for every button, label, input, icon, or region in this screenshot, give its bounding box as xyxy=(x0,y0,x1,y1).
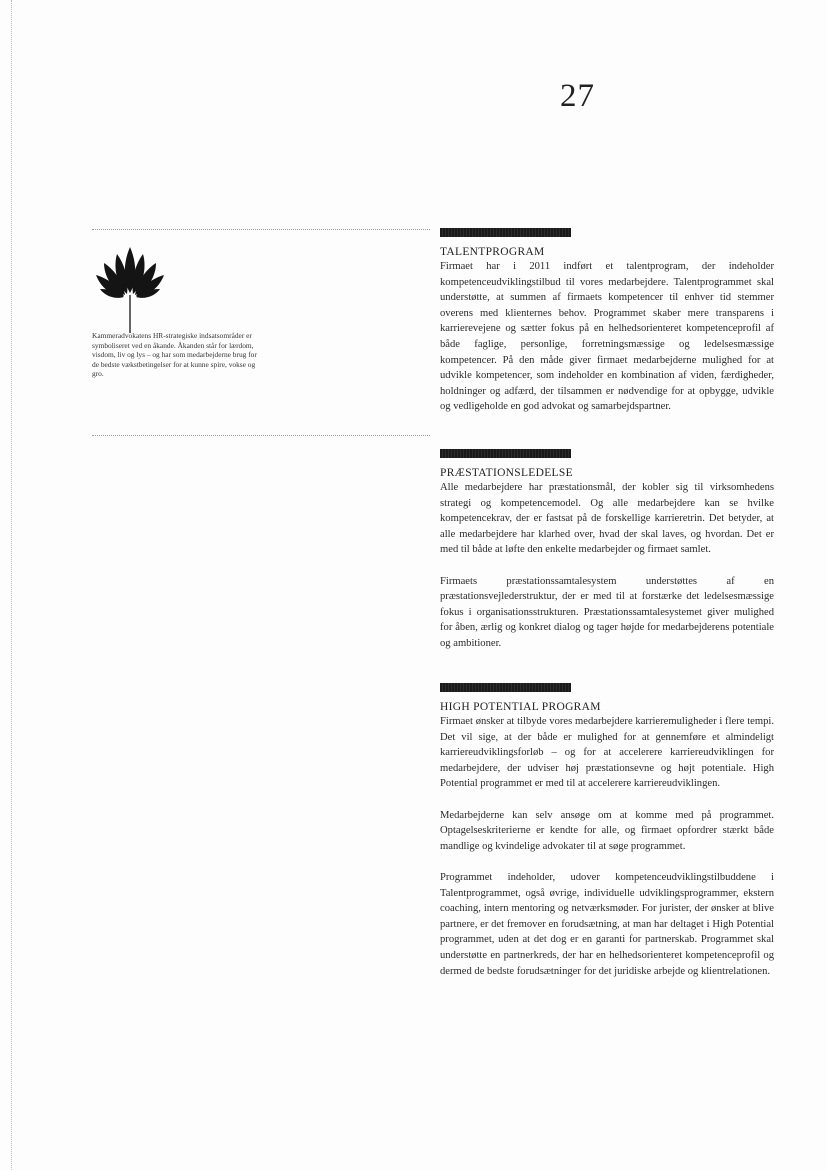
binding-edge-line xyxy=(11,0,13,1170)
section-praestationsledelse xyxy=(440,449,774,652)
section-paragraph: Firmaets præstationssamtalesystem understøttes af en præstationsvejlederstruktur, der er med til at forstærke det ledelsesmæssige fokus i organisationsstrukturen. Præstationssamtalesystemet giver mulighed for åben, ærlig og konkret dialog og tager højde for medarbejderens potentiale og ambitioner. xyxy=(440,575,774,649)
section-heading: TALENTPROGRAM xyxy=(440,246,545,258)
lotus-icon xyxy=(92,245,168,333)
section-high-potential-program xyxy=(440,683,774,979)
sidebar-top-rule xyxy=(92,229,430,230)
section-bar xyxy=(440,683,571,692)
section-paragraph: Medarbejderne kan selv ansøge om at komme med på programmet. Optagelseskriterierne er kendte for alle, og firmaet opfordrer stærkt både mandlige og kvindelige advokater til at søge programmet. xyxy=(440,809,774,852)
sidebar-bottom-rule xyxy=(92,435,430,436)
section-heading: PRÆSTATIONSLEDELSE xyxy=(440,467,573,479)
section-paragraph: Firmaet har i 2011 indført et talentprogram, der indeholder kompetenceudviklingstilbud til vores medarbejdere. Talentprogrammet skal understøtte, at summen af firmaets kompetencer til enhver tid stemmer overens med klienternes behov. Programmet skaber mere transparens i karrierevejene og sætter fokus på en helhedsorienteret kompetenceprofil af både faglige, personlige, forretningsmæssige og ledelsesmæssige kompetencer. På den måde giver firmaet medarbejderne mulighed for at udvikle kompetencer, som indeholder en kombination af viden, færdigheder, holdninger og adfærd, der tilsammen er nødvendige for at opbygge, udvikle og vedligeholde en god advokat og samarbejdspartner. xyxy=(440,261,774,413)
page-number: 27 xyxy=(560,78,595,114)
section-bar xyxy=(440,228,571,237)
lotus-caption: Kammeradvokatens HR-strategiske indsatsområder er symboliseret ved en åkande. Åkanden står for lærdom, visdom, liv og lys – og har som medarbejderne brug for de bedste vækstbetingelser for at kunne spire, vokse og gro. xyxy=(92,331,257,378)
section-heading: HIGH POTENTIAL PROGRAM xyxy=(440,701,601,713)
section-talentprogram xyxy=(440,228,774,415)
section-paragraph: Firmaet ønsker at tilbyde vores medarbejdere karrieremuligheder i flere tempi. Det vil sige, at der både er mulighed for at gennemføre et almindeligt karriereudviklingsforløb – og for at accelerere karriereudviklingen for medarbejdere, der udviser høj præstationsevne og højt potentiale. High Potential programmet er med til at accelerere karriereudviklingen. xyxy=(440,716,774,790)
section-bar xyxy=(440,449,571,458)
section-paragraph: Alle medarbejdere har præstationsmål, der kobler sig til virksomhedens strategi og kompetencemodel. Og alle medarbejdere kan se hvilke kompetencekrav, der er fastsat på de forskellige karrieretrin. Det betyder, at alle medarbejdere har klarhed over, hvad der skal laves, og hvordan. Det er med til både at løfte den enkelte medarbejder og firmaet samlet. xyxy=(440,482,774,556)
section-paragraph: Programmet indeholder, udover kompetenceudviklingstilbuddene i Talentprogrammet, også øvrige, individuelle udviklingsprogrammer, ekstern coaching, intern mentoring og netværksmøder. For jurister, der ønsker at blive partnere, er det fremover en forudsætning, at man har deltaget i High Potential programmet, uden at det dog er en garanti for partnerskab. Programmet skal understøtte en partnerkreds, der har en helhedsorienteret kompetenceprofil og dermed de bedste forudsætninger for det juridiske arbejde og klientrelationen. xyxy=(440,871,774,977)
